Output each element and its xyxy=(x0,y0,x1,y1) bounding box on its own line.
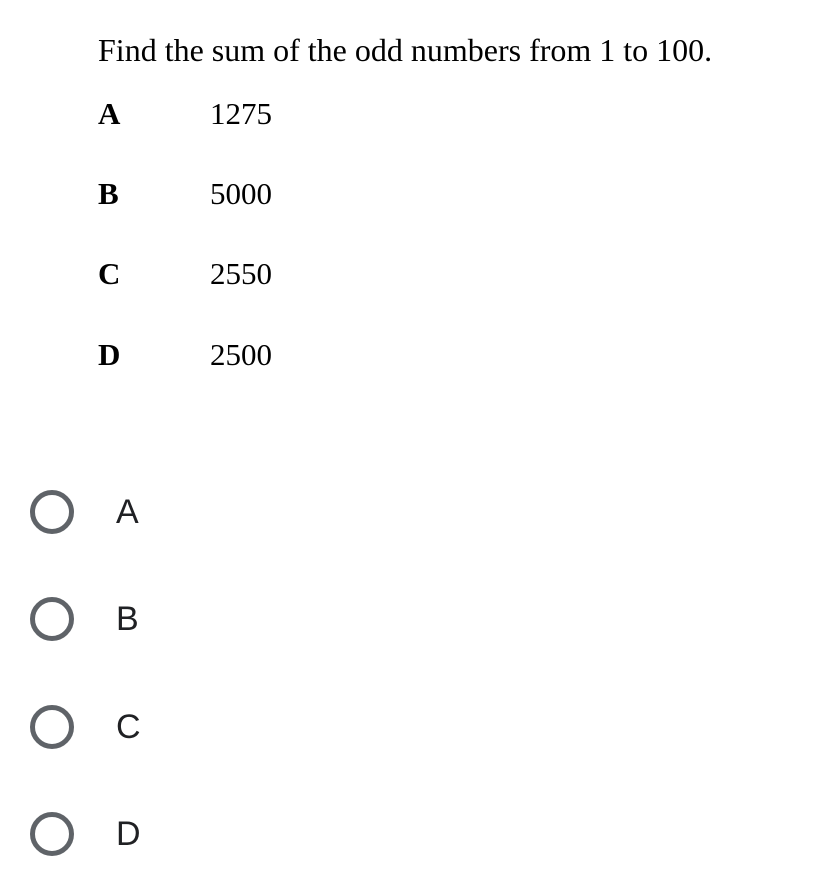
choice-label-d[interactable]: D xyxy=(116,815,141,853)
option-value: 1275 xyxy=(210,96,272,131)
radio-button-c[interactable] xyxy=(30,705,74,749)
choice-label-a[interactable]: A xyxy=(116,493,139,531)
option-value: 5000 xyxy=(210,176,272,211)
radio-button-a[interactable] xyxy=(30,490,74,534)
option-letter: C xyxy=(98,256,121,291)
option-value: 2500 xyxy=(210,337,272,372)
option-row-a xyxy=(98,92,498,136)
radio-button-d[interactable] xyxy=(30,812,74,856)
option-row-c xyxy=(98,252,498,296)
choice-d[interactable] xyxy=(30,812,430,864)
question-text: Find the sum of the odd numbers from 1 to 100. xyxy=(98,32,713,68)
question-image xyxy=(0,0,823,430)
choice-label-b[interactable]: B xyxy=(116,600,139,638)
choice-b[interactable] xyxy=(30,597,430,649)
choice-a[interactable] xyxy=(30,490,430,542)
choice-label-c[interactable]: C xyxy=(116,708,141,746)
choice-c[interactable] xyxy=(30,705,430,757)
option-letter: A xyxy=(98,96,121,131)
option-value: 2550 xyxy=(210,256,272,291)
option-row-b xyxy=(98,172,498,216)
option-letter: D xyxy=(98,337,121,372)
radio-button-b[interactable] xyxy=(30,597,74,641)
option-row-d xyxy=(98,333,498,377)
option-letter: B xyxy=(98,176,119,211)
